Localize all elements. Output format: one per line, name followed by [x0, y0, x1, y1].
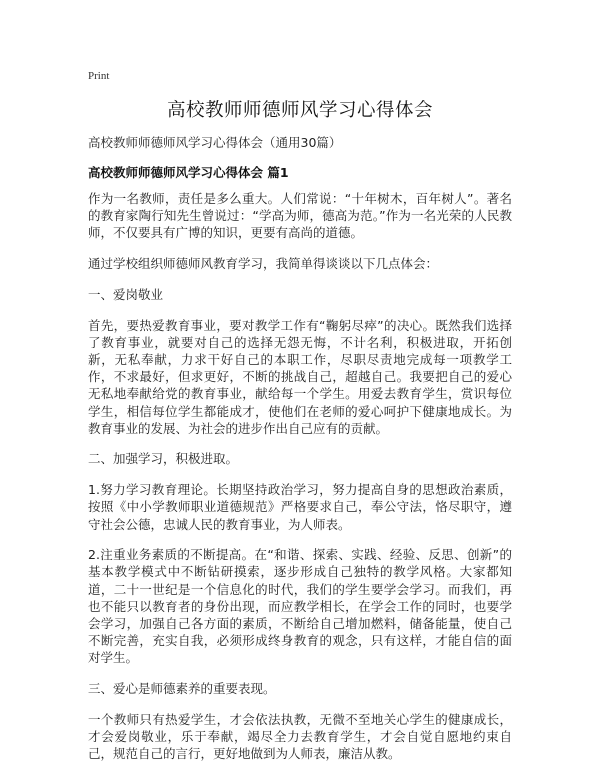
paragraph-point-1: 首先，要热爱教育事业，要对教学工作有“鞠躬尽瘁”的决心。既然我们选择了教育事业，就要对自己的选择无怨无悔，不计名利，积极进取，开拓创新，无私奉献，力求干好自己的本职工作，尽职尽责地完成每一项教学工作，不求最好，但求更好，不断的挑战自己，超越自己。我要把自己的爱心无私地奉献给党的教育事业，献给每一个学生。用爱去教育学生，赏识每位学生，相信每位学生都能成才，使他们在老师的爱心呵护下健康地成长。为教育事业的发展、为社会的进步作出自己应有的贡献。: [88, 317, 512, 436]
document-subtitle: 高校教师师德师风学习心得体会（通用30篇）: [88, 135, 342, 150]
paragraph-overview: 通过学校组织师德师风教育学习，我简单得谈谈以下几点体会：: [88, 256, 439, 272]
document-title: 高校教师师德师风学习心得体会: [166, 100, 433, 121]
heading-point-2: 二、加强学习，积极进取。: [88, 451, 239, 467]
document-body: [88, 134, 512, 776]
heading-point-1: 一、爱岗敬业: [88, 286, 164, 302]
paragraph-point-2-2: 2.注重业务素质的不断提高。在“和谐、探索、实践、经验、反思、创新”的基本教学模式中不断钻研摸索，逐步形成自己独特的教学风格。大家都知道，二十一世纪是一个信息化的时代，我们的学生要学会学习。而我们，再也不能只以教育者的身份出现，而应教学相长，在学会工作的同时，也要学会学习，加强自己各方面的素质，不断给自己增加燃料，储备能量，使自己不断完善，充实自我，必须形成终身教育的观念，只有这样，才能自信的面对学生。: [88, 547, 512, 666]
paragraph-point-2-1: 1.努力学习教育理论。长期坚持政治学习，努力提高自身的思想政治素质，按照《中小学教师职业道德规范》严格要求自己，奉公守法，恪尽职守，遵守社会公德，忠诚人民的教育事业，为人师表。: [88, 482, 512, 532]
paragraph-point-3: 一个教师只有热爱学生，才会依法执教，无微不至地关心学生的健康成长，才会爱岗敬业，乐于奉献，竭尽全力去教育学生，才会自觉自愿地约束自己，规范自己的言行，更好地做到为人师表，廉洁从教。: [88, 711, 512, 762]
print-label: Print: [88, 70, 110, 82]
paragraph-intro: 作为一名教师，责任是多么重大。人们常说：“十年树木，百年树人”。著名的教育家陶行知先生曾说过：“学高为师，德高为范。”作为一名光荣的人民教师，不仅要具有广博的知识，更要有高尚的道德。: [88, 191, 512, 241]
section-heading: 高校教师师德师风学习心得体会 篇1: [88, 165, 289, 180]
heading-point-3: 三、爱心是师德素养的重要表现。: [88, 681, 276, 697]
